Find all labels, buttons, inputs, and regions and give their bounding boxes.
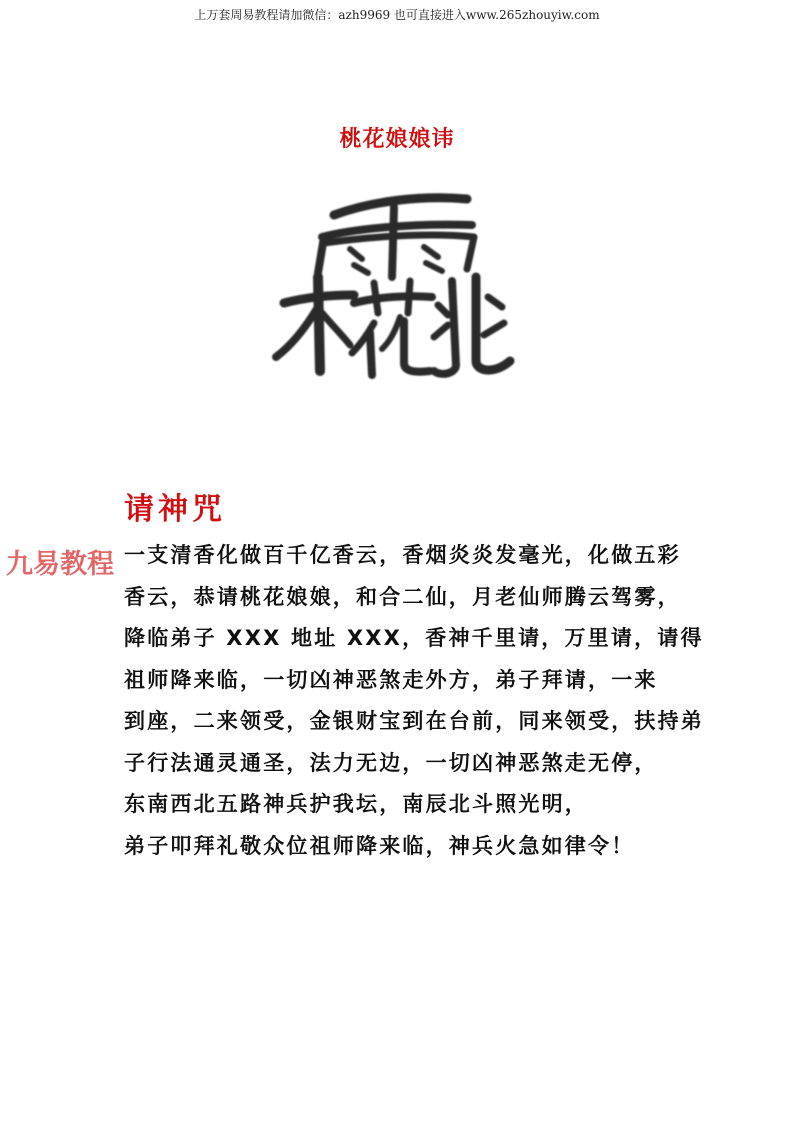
text-line: 降临弟子 XXX 地址 XXX，香神千里请，万里请，请得	[124, 626, 704, 650]
section-heading: 请神咒	[124, 492, 226, 527]
text-line: 香云，恭请桃花娘娘，和合二仙，月老仙师腾云驾雾，	[124, 584, 681, 609]
text-line: 一支清香化做百千亿香云，香烟炎炎发毫光，化做五彩	[124, 543, 681, 567]
watermark: 九易教程	[6, 549, 114, 580]
document-title: 桃花娘娘讳	[339, 126, 455, 152]
text-line: 弟子叩拜礼敬众位祖师降来临，神兵火急如律令！	[124, 833, 635, 858]
page-header-text: 上万套周易教程请加微信：azh9969 也可直接进入www.265zhouyiw.com	[194, 8, 600, 22]
text-line: 到座，二来领受，金银财宝到在台前，同来领受，扶持弟	[124, 709, 704, 733]
text-line: 子行法通灵通圣，法力无边，一切凶神恶煞走无停，	[124, 750, 658, 775]
incantation-text	[124, 538, 704, 870]
talisman-image	[262, 185, 524, 385]
text-line: 东南西北五路神兵护我坛，南辰北斗照光明，	[124, 792, 588, 816]
text-line: 祖师降来临，一切凶神恶煞走外方，弟子拜请，一来	[124, 667, 658, 692]
talisman-character-icon	[262, 185, 524, 385]
